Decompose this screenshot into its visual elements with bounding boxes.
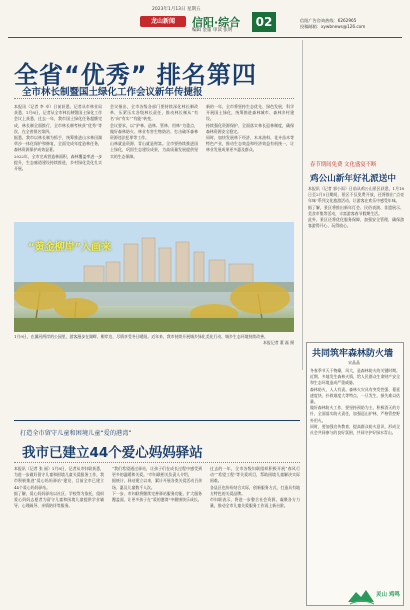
paragraph: 山林就是资源，青山就是财富。全市要持续推进国土绿化，巩固生态建设成果，为高质量发展提供坚实的生态保障。 xyxy=(110,141,198,159)
paragraph: 会议指出，全市各级各部门要持续深化林长制改革，压紧压实各级林长责任，推动林长制从“有名”向“有实”“有能”转变。 xyxy=(110,104,198,122)
paragraph: 过去的一年，全市各级妇联组织积极开展“春风行动”“希望工程”等关爱项目，帮助困境儿童解决实际困难。 xyxy=(210,466,300,484)
essay-body xyxy=(310,368,400,582)
paragraph: 2022年，全市完成营造林面积，森林覆盖率进一步提升，生态廊道建设持续推进，乡村绿化美化扎实开展。 xyxy=(14,153,102,172)
paragraph: 持续强化资源保护，全面落实林长巡林制度，确保森林资源安全稳定。 xyxy=(206,122,294,134)
paragraph: 新的一年，全市将坚持生态优先、绿色发展，科学开展国土绿化，统筹推进森林城市、森林乡村建设。 xyxy=(206,104,294,122)
paragraph: 同时，要加强宣传教育，提高群众防火意识，形成全社会共同参与的良好氛围，共同守护好绿水青山。 xyxy=(310,423,400,436)
paragraph: 此外，景区还将优化服务保障，加强安全管理，确保游客游得开心、玩得放心。 xyxy=(308,217,404,229)
paragraph: 下一步，市妇联将继续完善驿站服务功能，扩大服务覆盖面，让更多孩子在“爱的港湾”中健康快乐成长。 xyxy=(112,490,202,503)
section-title: 信阳·综合 xyxy=(192,16,241,29)
essay-author: 宋晶晶 xyxy=(348,360,360,365)
paragraph: 市妇联表示，将进一步整合社会资源，凝聚各方力量，推动全市儿童关爱服务工作再上新台阶。 xyxy=(210,497,300,509)
lead-divider xyxy=(14,98,294,99)
bottom-column-3 xyxy=(210,466,300,604)
paragraph: 据悉，我市以林长制为抓手，统筹推进山水林田湖草沙一体化保护和修复，全面完成年度造林任务，森林资源保护成效显著。 xyxy=(14,135,102,153)
paragraph: 冬春季节天干物燥，风大，是森林防火的关键时期。近期，多地发生森林火情，给人民群众生命财产安全和生态环境造成严重威胁。 xyxy=(310,368,400,386)
side-story-title: 鸡公山新年好礼派送中 xyxy=(310,174,396,184)
paragraph: 做好森林防火工作，要坚持预防为主、积极消灭的方针，全面落实防火责任，加强巡山护林，严格管控野外用火。 xyxy=(310,405,400,423)
bottom-story-rule xyxy=(14,420,300,421)
header-rule xyxy=(8,37,402,38)
issue-date: 2023年1月13日 星期五 xyxy=(152,7,201,12)
lead-column-3 xyxy=(206,104,294,220)
contact-email: 投稿邮箱：xywbnews@126.com xyxy=(300,24,366,29)
contact-phone: 信阳广告咨询热线：6262965 xyxy=(300,18,357,23)
essay-title: 共同筑牢森林防火墙 xyxy=(312,349,394,359)
paragraph: 各县区也纷纷结合实际，创新服务方式，打造具有地方特色的关爱品牌。 xyxy=(210,484,300,496)
section-editors: 编辑 金董 审读 张明 xyxy=(192,28,233,33)
bottom-column-1 xyxy=(14,466,104,604)
paragraph: 据了解，景区将推出新年灯会、民俗表演、非遗展示、美食市集等活动，丰富游客春节假期生活。 xyxy=(308,204,404,216)
paragraph: 本报讯（记者 张 丽）1月8日，记者从市妇联获悉，为进一步做好留守儿童和困境儿童关爱服务工作，我市积极推进“爱心妈妈驿站”建设，目前全市已建立44个爱心妈妈驿站。 xyxy=(14,466,104,490)
photo-credit: 本报记者 董 磊 摄 xyxy=(263,339,294,345)
brand-badge: 龙山新闻 xyxy=(140,16,186,27)
paragraph: 据统计，驿站建立以来，累计开展各类关爱活动百余场，惠及儿童数千人次。 xyxy=(112,478,202,490)
lead-headline: 全省“优秀” 排名第四 xyxy=(14,61,257,89)
column-divider xyxy=(302,40,303,370)
paragraph: 会议要求，以“护林、造林、管林、用林”为重点，做好森林防火、林业有害生物防治、打击破坏森林资源违法犯罪等工作。 xyxy=(110,122,198,141)
footer-logo xyxy=(346,586,404,606)
riverside-photo xyxy=(14,222,294,332)
paragraph: 据了解，爱心妈妈驿站以社区、学校等为依托，组织爱心妈妈志愿者为留守儿童和困境儿童提供学业辅导、心理疏导、亲情陪伴等服务。 xyxy=(14,490,104,509)
paragraph: 同时，加快发展林下经济、木本油料、花卉苗木等特色产业，推动生态效益和经济效益有机统一，让林业发展成果更多惠及群众。 xyxy=(206,135,294,153)
bottom-column-2 xyxy=(112,466,202,604)
side-story-kicker: 春节期间免费 文化盛宴不断 xyxy=(310,162,377,168)
photo-caption xyxy=(14,334,294,345)
paragraph: “我们希望通过驿站，让孩子们在成长过程中感受到更多的温暖和关爱。”市妇联相关负责人介绍。 xyxy=(112,466,202,478)
lead-column-1 xyxy=(14,104,102,220)
masthead xyxy=(0,0,410,40)
footer-logo-text: 灵山 鸡鸣 xyxy=(376,592,400,598)
paragraph: 本报讯（记者 李 卓）日前获悉，记者从市林业局获悉，1月8日，记者从全市林长制暨国土绿化工作会议上获悉，过去一年，我市国土绿化任务超额完成，林长制全面推行，全市林长制考核获“优秀”等次，在全省排名第四。 xyxy=(14,104,102,134)
bottom-story-divider xyxy=(14,462,300,463)
contact-info xyxy=(300,18,365,30)
bottom-story-title: 我市已建立44个爱心妈妈驿站 xyxy=(22,445,203,461)
caption-text: 1月9日，在浉河两岸的公园里，游客漫步在湖畔、柳岸边，尽情享受冬日暖阳。近年来，我市持续开展城乡绿化美化行动，城乡生态环境持续改善。 xyxy=(14,334,268,339)
bottom-story-kicker: 打造全市留守儿童和困境儿童“爱的港湾” xyxy=(20,430,132,437)
paragraph: 本报讯（记者 郭小雨）日前从鸡公山景区获悉，1月18日至2月5日期间，景区不仅免费开放，还将推出“点亮年味”系列文化旅游活动，让游客在欢乐中感受年味。 xyxy=(308,186,404,204)
lead-subhead: 全市林长制暨国土绿化工作会议新年传捷报 xyxy=(22,87,203,98)
page-number: 02 xyxy=(252,12,276,32)
lead-column-2 xyxy=(110,104,198,220)
paragraph: 森林防火，人人有责。森林火灾具有突发性强、蔓延速度快、扑救难度大等特点，一旦发生，损失难以估量。 xyxy=(310,386,400,405)
photo-overlay-title: “黄金柳岸”入画来 xyxy=(28,242,112,253)
side-story-body xyxy=(308,186,404,336)
